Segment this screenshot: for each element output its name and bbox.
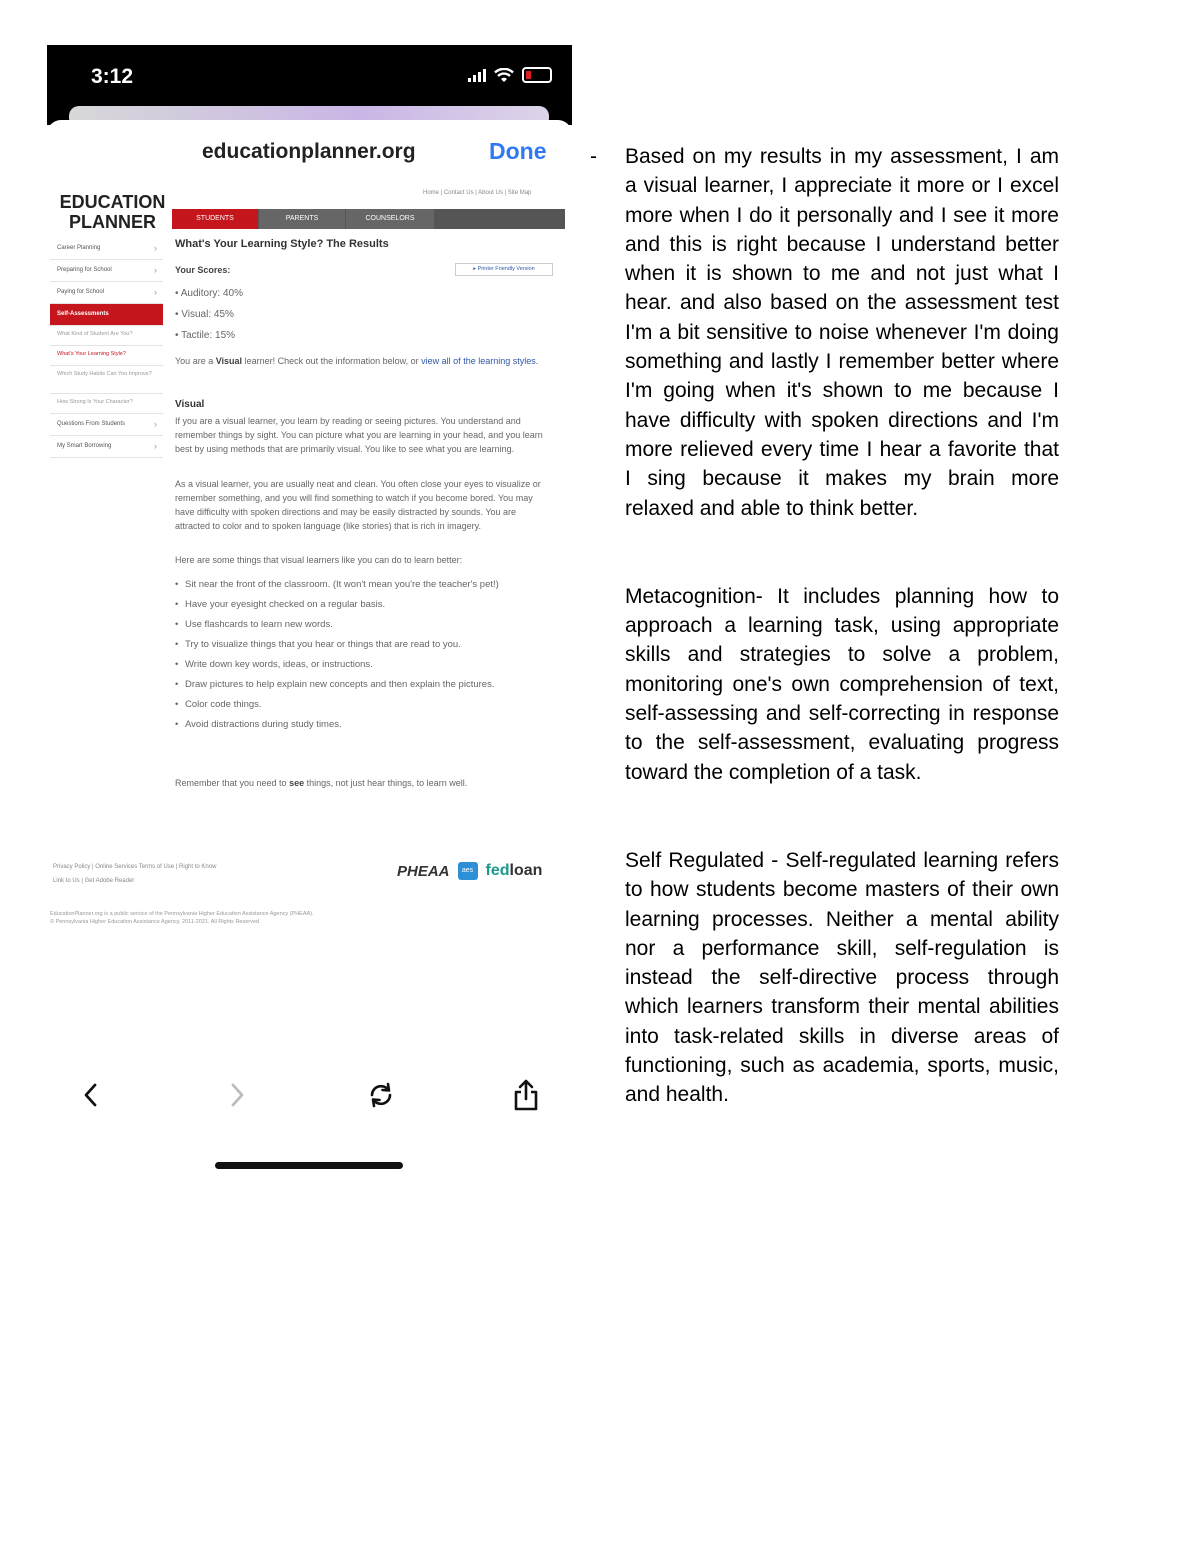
reload-icon[interactable] xyxy=(361,1075,401,1115)
forward-icon[interactable] xyxy=(217,1075,257,1115)
top-links[interactable]: Home | Contact Us | About Us | Site Map xyxy=(423,190,532,196)
tips-list xyxy=(175,578,553,738)
sidebar-item-preparing-for-school[interactable]: Preparing for School › xyxy=(50,260,163,282)
tab-students[interactable]: STUDENTS xyxy=(172,209,258,229)
printer-friendly-link[interactable]: ▸ Printer Friendly Version xyxy=(455,263,553,276)
aes-logo[interactable]: aes xyxy=(458,862,478,880)
main-nav-bar xyxy=(172,209,565,229)
notes-column xyxy=(625,142,1059,1110)
status-icons xyxy=(468,67,552,83)
list-dash: - xyxy=(590,145,597,168)
education-planner-logo[interactable] xyxy=(55,192,170,232)
back-icon[interactable] xyxy=(71,1075,111,1115)
phone-screenshot xyxy=(47,45,572,1190)
url-bar xyxy=(47,135,572,175)
sidebar-item-self-assessments[interactable]: Self-Assessments xyxy=(50,304,163,326)
page-url[interactable]: educationplanner.org xyxy=(202,140,416,163)
visual-paragraph-1: If you are a visual learner, you learn by reading or seeing pictures. You understand and remember things by sight. You can picture what you are learning in your head, and you learn best by using methods that are primarily visual. You like to see what you are learning. xyxy=(175,416,543,454)
list-item: • Draw pictures to help explain new concepts and then explain the pictures. xyxy=(175,678,553,691)
sidebar-subitem-study-habits[interactable]: Which Study Habits Can You Improve? xyxy=(50,366,163,394)
list-item: • Avoid distractions during study times. xyxy=(175,718,553,731)
list-item: • Use flashcards to learn new words. xyxy=(175,618,553,631)
notes-paragraph-self-regulated: Self Regulated - Self-regulated learning refers to how students become masters of their own learning processes. Neither a mental ability nor a performance skill, self-regulation is instead the self-directive process through which learners transform their mental abilities into task-related skills in diverse areas of functioning, such as academia, sports, music, and health. xyxy=(625,848,1059,1107)
footer-links-line-1[interactable]: Privacy Policy | Online Services Terms of Use | Right to Know xyxy=(53,864,217,870)
score-tactile: • Tactile: 15% xyxy=(175,330,236,341)
battery-icon xyxy=(522,67,552,83)
score-auditory: • Auditory: 40% xyxy=(175,288,243,299)
pheaa-logo[interactable]: PHEAA xyxy=(397,862,450,880)
score-auditory-text: Auditory: 40% xyxy=(180,288,243,299)
copyright-line-2: © Pennsylvania Higher Education Assistance Agency, 2011-2021. All Rights Reserved. xyxy=(50,919,261,925)
tips-intro: Here are some things that visual learners like you can do to learn better: xyxy=(175,555,463,565)
sidebar-item-smart-borrowing[interactable]: My Smart Borrowing › xyxy=(50,436,163,458)
sidebar-subitem-character[interactable]: How Strong Is Your Character? xyxy=(50,394,163,414)
browser-sheet xyxy=(47,120,572,1190)
sidebar-item-paying-for-school[interactable]: Paying for School › xyxy=(50,282,163,304)
copyright xyxy=(50,910,314,926)
done-button[interactable]: Done xyxy=(489,138,547,164)
copyright-line-1: EducationPlanner.org is a public service of the Pennsylvania Higher Education Assistance Agency (PHEAA). xyxy=(50,911,314,917)
learner-result: You are a Visual learner! Check out the information below, or view all of the learning styles. xyxy=(175,356,539,366)
remember-note: Remember that you need to see things, not just hear things, to learn well. xyxy=(175,778,468,788)
list-item: • Have your eyesight checked on a regular basis. xyxy=(175,598,553,611)
score-tactile-text: Tactile: 15% xyxy=(181,330,236,341)
home-indicator[interactable] xyxy=(215,1162,403,1169)
list-item: • Write down key words, ideas, or instructions. xyxy=(175,658,553,671)
sidebar-item-career-planning[interactable]: Career Planning › xyxy=(50,238,163,260)
notes-paragraph-assessment: Based on my results in my assessment, I am a visual learner, I appreciate it more or I excel more when I do it personally and I see it more and this is right because I understand better when it is shown to me and not just what I hear. and also based on the assessment test I'm a bit sensitive to noise whenever I'm doing something and lastly I remember better where I'm going when it's shown to me because I have difficulty with spoken directions and I'm more relieved every time I hear a favorite that I sing because it makes my brain more relaxed and able to think better. xyxy=(625,145,1059,520)
sidebar-subitem-student-kind[interactable]: What Kind of Student Are You? xyxy=(50,326,163,346)
visual-heading: Visual xyxy=(175,399,205,410)
tab-parents[interactable]: PARENTS xyxy=(259,209,345,229)
status-time: 3:12 xyxy=(91,65,134,88)
results-content xyxy=(175,238,563,788)
printer-link-label: Printer Friendly Version xyxy=(477,266,535,272)
browser-toolbar xyxy=(47,1075,572,1115)
score-visual-text: Visual: 45% xyxy=(181,309,234,320)
sidebar-subitem-learning-style[interactable]: What's Your Learning Style? xyxy=(50,346,163,366)
sidebar-item-questions[interactable]: Questions From Students › xyxy=(50,414,163,436)
share-icon[interactable] xyxy=(506,1075,546,1115)
list-item: • Try to visualize things that you hear or things that are read to you. xyxy=(175,638,553,651)
list-item: • Color code things. xyxy=(175,698,553,711)
sidebar-menu xyxy=(50,238,163,458)
score-visual: • Visual: 45% xyxy=(175,309,234,320)
footer-links-line-2[interactable]: Link to Us | Get Adobe Reader xyxy=(53,878,135,884)
logo-line-1: EDUCATION xyxy=(59,192,166,212)
list-item: • Sit near the front of the classroom. (It won't mean you're the teacher's pet!) xyxy=(175,578,553,591)
visual-paragraph-2: As a visual learner, you are usually neat and clean. You often close your eyes to visualize or remember something, and you will find something to watch if you become bored. You may have difficulty with spoken directions and may be easily distracted by sounds. You are attracted to color and to spoken language (like stories) that is rich in imagery. xyxy=(175,479,541,531)
partner-logos xyxy=(397,862,542,880)
tab-counselors[interactable]: COUNSELORS xyxy=(346,209,434,229)
logo-line-2: PLANNER xyxy=(68,212,156,232)
results-title: What's Your Learning Style? The Results xyxy=(175,238,389,250)
learning-styles-link[interactable]: view all of the learning styles. xyxy=(421,356,539,366)
website-view xyxy=(47,180,572,925)
fedloan-logo[interactable]: fedloan xyxy=(485,862,543,879)
notes-paragraph-metacognition: Metacognition- It includes planning how to approach a learning task, using appropriate skills and strategies to solve a problem, monitoring one's own comprehension of text, self-assessing and self-correcting in response to the self-assessment, evaluating progress toward the completion of a task. xyxy=(625,584,1059,784)
footer-links xyxy=(53,860,216,888)
signal-icon xyxy=(468,68,486,82)
scores-label: Your Scores: xyxy=(175,265,231,275)
wifi-icon xyxy=(494,68,514,83)
